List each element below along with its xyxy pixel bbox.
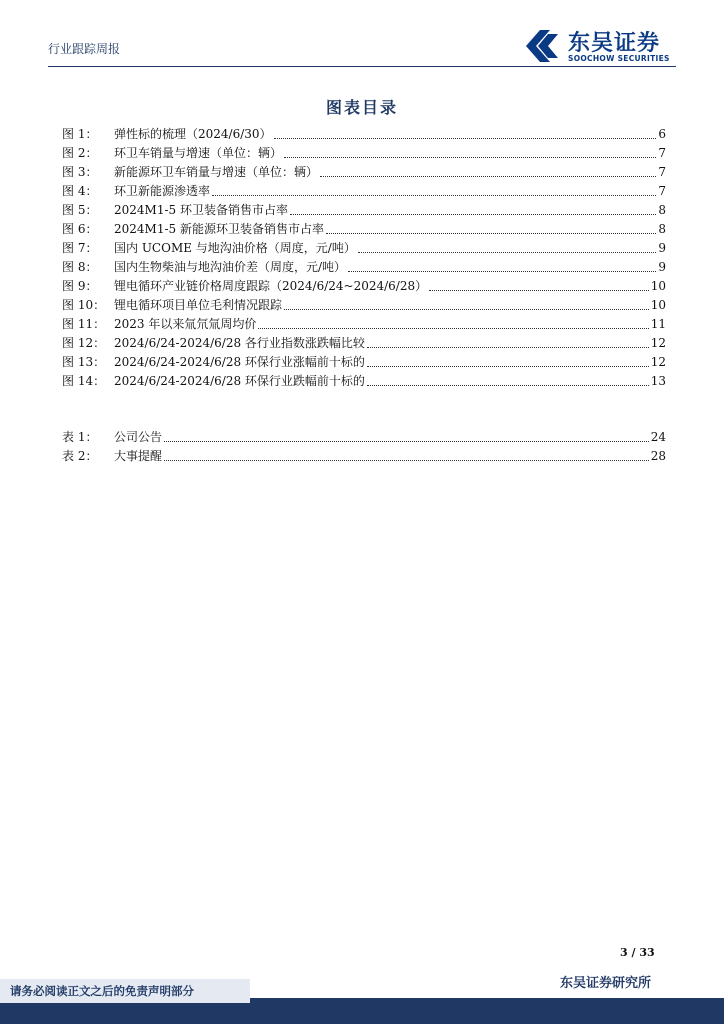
figure-toc-row[interactable] (62, 144, 666, 163)
toc-dot-leader (164, 441, 649, 442)
toc-entry-number: 图 2： (62, 146, 98, 160)
toc-entry-number: 图 8： (62, 260, 98, 274)
toc-dot-leader (284, 157, 656, 158)
toc-entry-number: 图 9： (62, 279, 98, 293)
toc-entry-number: 图 1： (62, 127, 98, 141)
table-toc-row[interactable] (62, 428, 666, 447)
toc-entry-page: 12 (650, 355, 666, 369)
figure-list (62, 125, 666, 391)
figure-toc-row[interactable] (62, 296, 666, 315)
toc-dot-leader (290, 214, 656, 215)
toc-entry-title: 公司公告 (114, 430, 163, 444)
toc-entry-number: 图 10： (62, 298, 106, 312)
toc-dot-leader (429, 290, 649, 291)
figure-toc-row[interactable] (62, 258, 666, 277)
figure-toc-row[interactable] (62, 182, 666, 201)
toc-entry-title: 2023 年以来氚氘氚周均价 (114, 317, 257, 331)
toc-dot-leader (326, 233, 656, 234)
toc-entry-title: 国内生物柴油与地沟油价差（周度，元/吨） (114, 260, 347, 274)
toc-entry-title: 2024M1-5 环卫装备销售市占率 (114, 203, 288, 217)
toc-entry-title: 环卫车销量与增速（单位：辆） (114, 146, 283, 160)
figure-toc-row[interactable] (62, 125, 666, 144)
toc-entry-page: 10 (650, 298, 666, 312)
toc-dot-leader (367, 347, 649, 348)
disclaimer-banner: 请务必阅读正文之后的免责声明部分 (0, 979, 250, 1003)
toc-entry-number: 图 5： (62, 203, 98, 217)
toc-entry-title: 2024/6/24-2024/6/28 各行业指数涨跌幅比较 (114, 336, 365, 350)
toc-entry-page: 8 (658, 222, 666, 236)
toc-dot-leader (258, 328, 648, 329)
toc-entry-number: 图 6： (62, 222, 98, 236)
toc-entry-page: 13 (650, 374, 666, 388)
table-list (62, 428, 666, 466)
toc-entry-number: 图 11： (62, 317, 106, 331)
logo-mark-icon (520, 26, 564, 66)
footer-organization: 东吴证券研究所 (560, 976, 652, 991)
toc-entry-page: 7 (658, 146, 666, 160)
toc-entry-title: 大事提醒 (114, 449, 163, 463)
table-toc-row[interactable] (62, 447, 666, 466)
toc-entry-title: 2024/6/24-2024/6/28 环保行业涨幅前十标的 (114, 355, 365, 369)
page-number: 3 / 33 (620, 946, 655, 959)
figure-toc-row[interactable] (62, 315, 666, 334)
toc-entry-page: 10 (650, 279, 666, 293)
toc-entry-page: 6 (658, 127, 666, 141)
toc-entry-title: 锂电循环产业链价格周度跟踪（2024/6/24~2024/6/28） (114, 279, 428, 293)
toc-dot-leader (320, 176, 656, 177)
toc-entry-page: 12 (650, 336, 666, 350)
figure-toc-row[interactable] (62, 163, 666, 182)
toc-entry-page: 8 (658, 203, 666, 217)
toc-entry-title: 新能源环卫车销量与增速（单位：辆） (114, 165, 319, 179)
toc-entry-title: 2024/6/24-2024/6/28 环保行业跌幅前十标的 (114, 374, 365, 388)
figure-toc-row[interactable] (62, 353, 666, 372)
page-title: 图表目录 (325, 98, 398, 117)
toc-entry-number: 表 2： (62, 449, 98, 463)
toc-entry-page: 7 (658, 165, 666, 179)
toc-entry-title: 锂电循环项目单位毛利情况跟踪 (114, 298, 283, 312)
toc-entry-number: 图 12： (62, 336, 106, 350)
toc-entry-page: 9 (658, 241, 666, 255)
toc-entry-number: 图 7： (62, 241, 98, 255)
figure-toc-row[interactable] (62, 201, 666, 220)
toc-entry-page: 24 (650, 430, 666, 444)
toc-entry-title: 弹性标的梳理（2024/6/30） (114, 127, 272, 141)
toc-dot-leader (358, 252, 656, 253)
figure-toc-row[interactable] (62, 220, 666, 239)
toc-entry-page: 7 (658, 184, 666, 198)
footer-band (0, 1003, 724, 1024)
toc-dot-leader (164, 460, 649, 461)
toc-entry-page: 11 (650, 317, 666, 331)
toc-dot-leader (212, 195, 656, 196)
figure-toc-row[interactable] (62, 277, 666, 296)
toc-entry-number: 图 14： (62, 374, 106, 388)
toc-dot-leader (348, 271, 656, 272)
toc-entry-title: 环卫新能源渗透率 (114, 184, 211, 198)
toc-entry-page: 28 (650, 449, 666, 463)
logo-chinese-name: 东吴证券 (568, 31, 661, 56)
toc-dot-leader (367, 385, 649, 386)
toc-entry-number: 图 13： (62, 355, 106, 369)
toc-entry-number: 表 1： (62, 430, 98, 444)
header-divider (48, 66, 676, 67)
toc-entry-page: 9 (658, 260, 666, 274)
figure-toc-row[interactable] (62, 239, 666, 258)
logo-english-name: SOOCHOW SECURITIES (568, 54, 670, 63)
toc-entry-number: 图 4： (62, 184, 98, 198)
header-left-text: 行业跟踪周报 (48, 42, 121, 56)
company-logo (520, 26, 680, 66)
toc-entry-title: 国内 UCOME 与地沟油价格（周度，元/吨） (114, 241, 356, 255)
toc-dot-leader (284, 309, 649, 310)
toc-entry-title: 2024M1-5 新能源环卫装备销售市占率 (114, 222, 324, 236)
toc-dot-leader (274, 138, 656, 139)
figure-toc-row[interactable] (62, 334, 666, 353)
toc-dot-leader (367, 366, 649, 367)
toc-entry-number: 图 3： (62, 165, 98, 179)
figure-toc-row[interactable] (62, 372, 666, 391)
